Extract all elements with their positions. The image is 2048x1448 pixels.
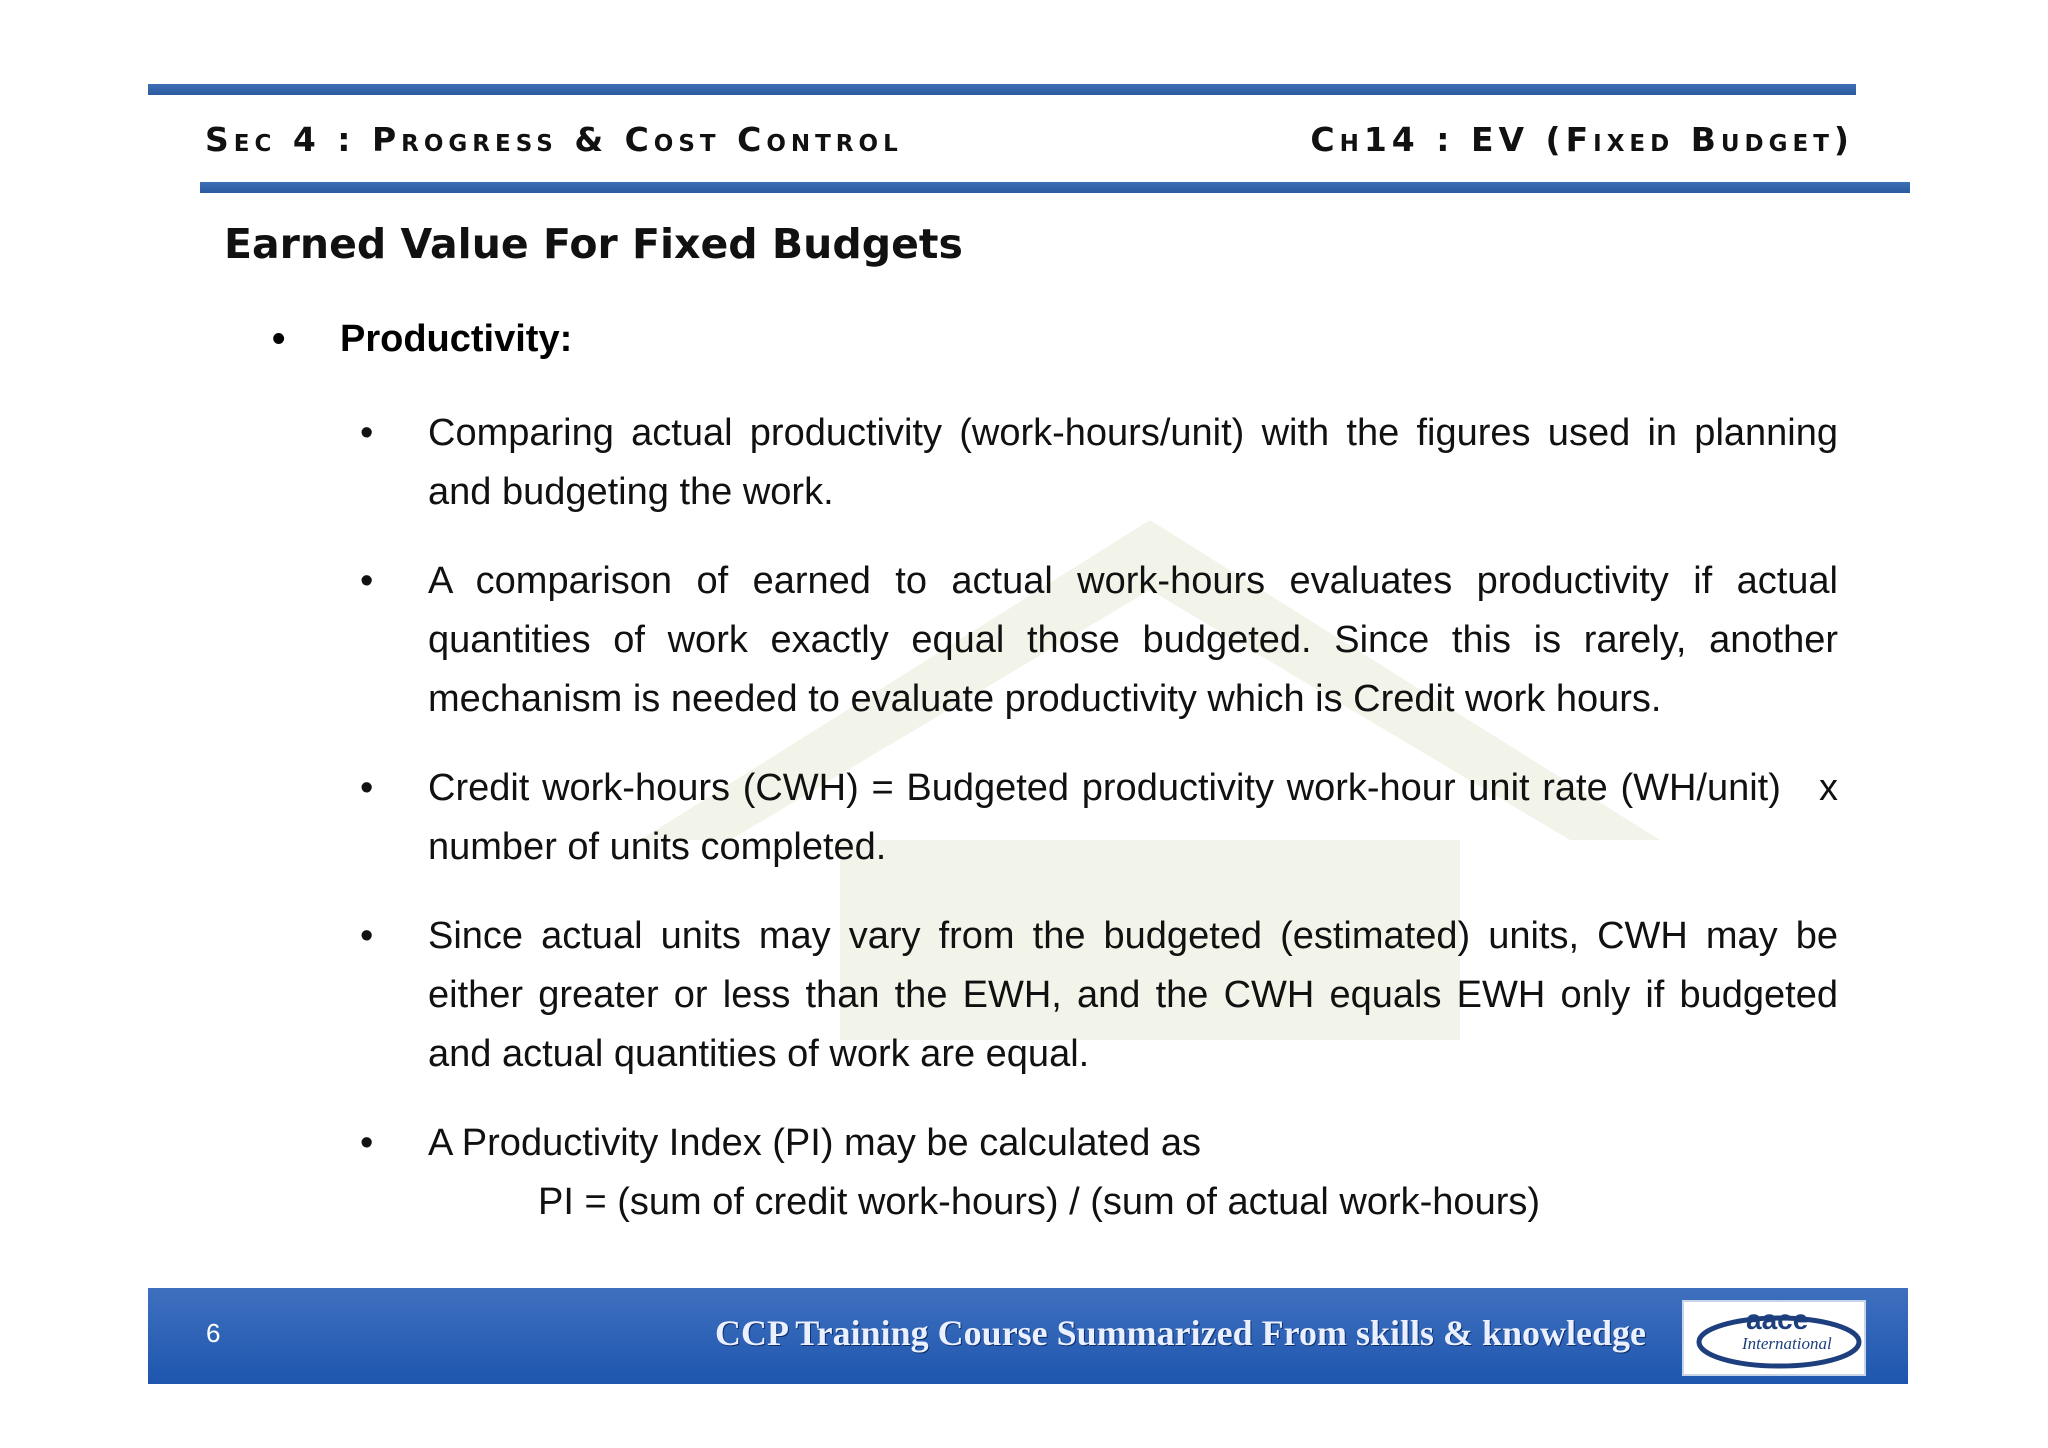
pi-intro: A Productivity Index (PI) may be calculated as: [428, 1122, 1202, 1164]
header-rule-top: [148, 84, 1856, 95]
page-number: 6: [206, 1318, 221, 1348]
aace-logo: [1682, 1300, 1866, 1376]
bullet-marker: •: [360, 1122, 374, 1164]
topic-bullet: [272, 318, 572, 361]
list-item-text: A comparison of earned to actual work-hours evaluates productivity if actual quantities of work exactly equal those budgeted. Since this is rarely, another mechanism is needed to evaluate productivity which is Credit work hours.: [428, 560, 1838, 720]
header-rule-bottom: [200, 182, 1910, 193]
section-header: Sec 4 : Progress & Cost Control: [205, 120, 903, 159]
list-item: [360, 404, 1838, 522]
logo-word: aace: [1746, 1304, 1809, 1335]
list-item: [360, 759, 1870, 877]
bullet-marker: •: [360, 412, 374, 454]
list-item: [360, 907, 1838, 1084]
list-item: [360, 552, 1838, 729]
bullet-marker: •: [272, 318, 286, 360]
bullet-list: [360, 404, 1870, 1232]
list-item: [360, 1114, 1838, 1232]
bullet-marker: •: [360, 915, 374, 957]
list-item-text: Comparing actual productivity (work-hours/unit) with the figures used in planning and budgeting the work.: [428, 412, 1838, 513]
footer-course-text: CCP Training Course Summarized From skills & knowledge: [714, 1313, 1646, 1353]
chapter-header: Ch14 : EV (Fixed Budget): [1310, 120, 1854, 159]
bullet-marker: •: [360, 560, 374, 602]
list-item-text: Credit work-hours (CWH) = Budgeted productivity work-hour unit rate (WH/unit) x number of units completed.: [428, 767, 1870, 868]
topic-label: Productivity:: [340, 318, 573, 360]
list-item-text: Since actual units may vary from the budgeted (estimated) units, CWH may be either greater or less than the EWH, and the CWH equals EWH only if budgeted and actual quantities of work are equal.: [428, 915, 1838, 1075]
logo-subtitle: International: [1742, 1334, 1832, 1353]
slide-title: Earned Value For Fixed Budgets: [224, 220, 963, 268]
bullet-marker: •: [360, 767, 374, 809]
pi-formula: PI = (sum of credit work-hours) / (sum of actual work-hours): [538, 1181, 1541, 1223]
footer-bar: [148, 1288, 1908, 1384]
list-item-text: [428, 1114, 1838, 1232]
